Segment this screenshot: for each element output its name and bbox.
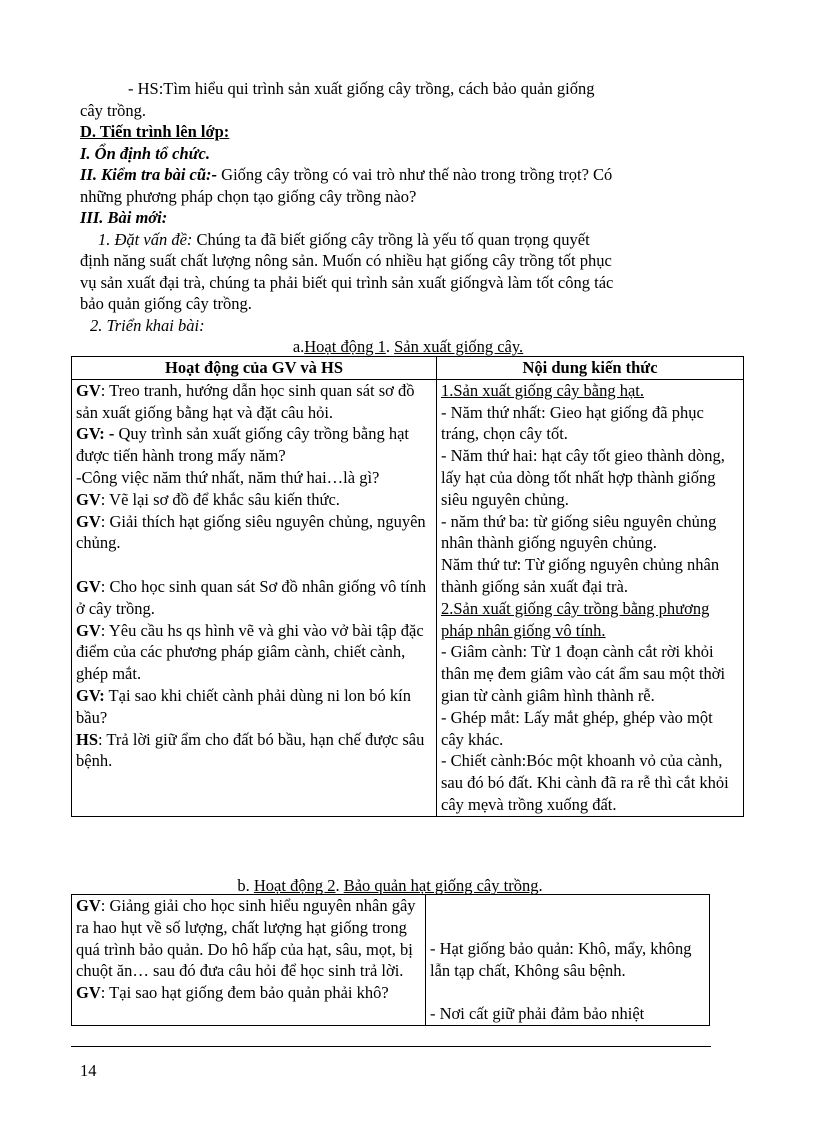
activity-paragraph [76,423,432,467]
table-row [72,379,744,816]
activity2-title-part1: Hoạt động 2 [253,876,336,895]
activity-text: : Treo tranh, hướng dẫn học sinh quan sát sơ đồ sản xuất giống bằng hạt và đặt câu hỏi. [76,380,415,422]
knowledge-content-cell [437,379,744,816]
preparation-block [80,78,740,336]
knowledge-text: - Giâm cành: Từ 1 đoạn cành cắt rời khỏi thân mẹ đem giâm vào cát ẩm sau một thời gian từ cành giâm hình thành rễ. [441,642,726,705]
section-ii-label: II. Kiểm tra bài cũ:- [80,165,218,184]
activity-text: : Cho học sinh quan sát Sơ đồ nhân giống vô tính ở cây trồng. [76,576,427,618]
knowledge-paragraph [441,641,739,706]
knowledge-content-cell [426,895,710,1026]
knowledge-text: - Ghép mắt: Lấy mắt ghép, ghép vào một cây khác. [441,707,713,749]
activity-paragraph [76,489,432,511]
knowledge-paragraph [441,402,739,446]
activity-text: : Yêu cầu hs qs hình vẽ và ghi vào vở bài tập đặc điểm của các phương pháp giâm cành, chiết cành, ghép mắt. [76,620,424,684]
activity1-prefix: a. [292,337,305,356]
activity-paragraph [76,620,432,685]
speaker-label: GV [76,620,101,640]
knowledge-text: - Chiết cành:Bóc một khoanh vỏ của cành, sau đó bó đất. Khi cành đã ra rễ thì cắt khỏi cây mẹvà trồng xuống đất. [441,751,729,814]
teacher-activities-cell [72,895,426,1026]
hs-prep-line: - HS:Tìm hiểu qui trình sản xuất giống cây trồng, cách bảo quản giống [128,79,595,98]
hs-prep-line-cont: cây trồng. [80,100,146,120]
knowledge-paragraph [441,445,739,510]
knowledge-paragraph: - Hạt giống bảo quản: Khô, mẩy, không lẫn tạp chất, Không sâu bệnh. [430,939,692,980]
knowledge-text: - Năm thứ nhất: Gieo hạt giống đã phục tráng, chọn cây tốt. [441,402,704,444]
column-header-teacher-student: Hoạt động của GV và HS [72,357,437,380]
intro-line: định năng suất chất lượng nông sản. Muốn có nhiều hạt giống cây trồng tốt phục [80,251,612,270]
knowledge-text: Năm thứ tư: Từ giống nguyên chủng nhân thành giống sản xuất đại trà. [441,555,720,596]
intro-line: vụ sản xuất đại trà, chúng ta phải biết qui trình sản xuất giốngvà làm tốt công tác [80,272,614,292]
activity-paragraph [76,380,432,424]
activity-text: : Giảng giải cho học sinh hiểu nguyên nhân gây ra hao hụt về số lượng, chất lượng hạt giống trong quá trình bảo quản. Do hô hấp của hạt, sâu, mọt, bị chuột ăn… sau đó đưa câu hỏi để học sinh trả lời. [76,896,416,981]
section-ii-text: Giống cây trồng có vai trò như thế nào trong trồng trọt? Có [217,165,613,184]
activity1-title-part2: Sản xuất giống cây. [394,337,524,356]
knowledge-paragraph [441,554,739,598]
speaker-label: GV: - [76,424,115,444]
knowledge-paragraph: - Nơi cất giữ phải đảm bảo nhiệt [430,1004,645,1024]
activity-text: : Tại sao hạt giống đem bảo quản phải khô? [100,983,389,1003]
activity-paragraph [76,895,421,982]
knowledge-text: - năm thứ ba: từ giống siêu nguyên chủng nhân thành giống nguyên chủng. [441,511,717,553]
speaker-label: GV [76,576,101,596]
speaker-label: GV [76,983,101,1003]
intro-line: Chúng ta đã biết giống cây trồng là yếu tố quan trọng quyết [192,229,590,249]
deploy-heading: 2. Triển khai bài: [90,315,205,335]
activity-text: -Công việc năm thứ nhất, năm thứ hai…là gì? [76,467,380,487]
activity-paragraph [76,467,432,489]
section-ii-text-cont: những phương pháp chọn tạo giống cây trồng nào? [80,186,417,206]
section-ii-paragraph [80,164,740,186]
activity1-separator: . [385,337,395,356]
intro-line: bảo quản giống cây trồng. [80,294,252,313]
page-number: 14 [80,1061,97,1080]
activity-text: : Trả lời giữ ẩm cho đất bó bầu, hạn chế được sâu bệnh. [76,729,425,771]
column-header-knowledge: Nội dung kiến thức [437,357,744,380]
activity2-title-part2: Bảo quản hạt giống cây trồng [343,876,539,895]
speaker-label: GV [76,896,101,915]
activity-paragraph [76,511,432,555]
activity2-separator: . [335,876,344,895]
activity-text: : Vẽ lại sơ đồ để khắc sâu kiến thức. [100,489,340,509]
knowledge-paragraph [441,707,739,751]
activity1-heading [0,336,816,358]
activity-text: Quy trình sản xuất giống cây trồng bằng hạt được tiến hành trong mấy năm? [76,424,410,466]
knowledge-paragraph [441,380,739,402]
activity-paragraph [76,576,432,620]
section-d-heading: D. Tiến trình lên lớp: [80,122,230,141]
knowledge-subheading: 1.Sản xuất giống cây bằng hạt. [441,380,644,400]
activity-paragraph [76,685,432,729]
activity-paragraph [76,729,432,773]
section-iii-heading: III. Bài mới: [80,208,168,227]
activity2-table [71,894,710,1026]
table-header-row [72,357,744,380]
activity1-table [71,356,744,817]
knowledge-paragraph [441,750,739,815]
speaker-label: GV [76,380,101,400]
intro-paragraph [80,229,740,251]
speaker-label: HS [76,729,99,749]
activity2-table-frame [71,894,711,1047]
teacher-activities-cell [72,379,437,816]
knowledge-text: - Năm thứ hai: hạt cây tốt gieo thành dòng, lấy hạt của dòng tốt nhất hợp thành giống siêu nguyên chủng. [441,446,725,509]
knowledge-paragraph [441,598,739,642]
table-row [72,895,710,1026]
knowledge-subheading: 2.Sản xuất giống cây trồng bằng phương pháp nhân giống vô tính. [441,598,710,640]
activity2-suffix: . [538,876,543,895]
activity1-title-part1: Hoạt động 1 [304,337,386,356]
knowledge-paragraph [441,511,739,555]
activity-text: Tại sao khi chiết cành phải dùng ni lon bó kín bầu? [76,685,411,727]
speaker-label: GV: [76,685,105,705]
section-i-heading: I. Ổn định tổ chức. [80,143,210,163]
speaker-label: GV [76,511,101,531]
activity-paragraph [76,982,421,1004]
speaker-label: GV [76,489,101,509]
activity2-prefix: b. [237,876,254,895]
intro-label: 1. Đặt vấn đề: [98,229,193,249]
activity-text: : Giải thích hạt giống siêu nguyên chủng, nguyên chủng. [76,511,426,553]
